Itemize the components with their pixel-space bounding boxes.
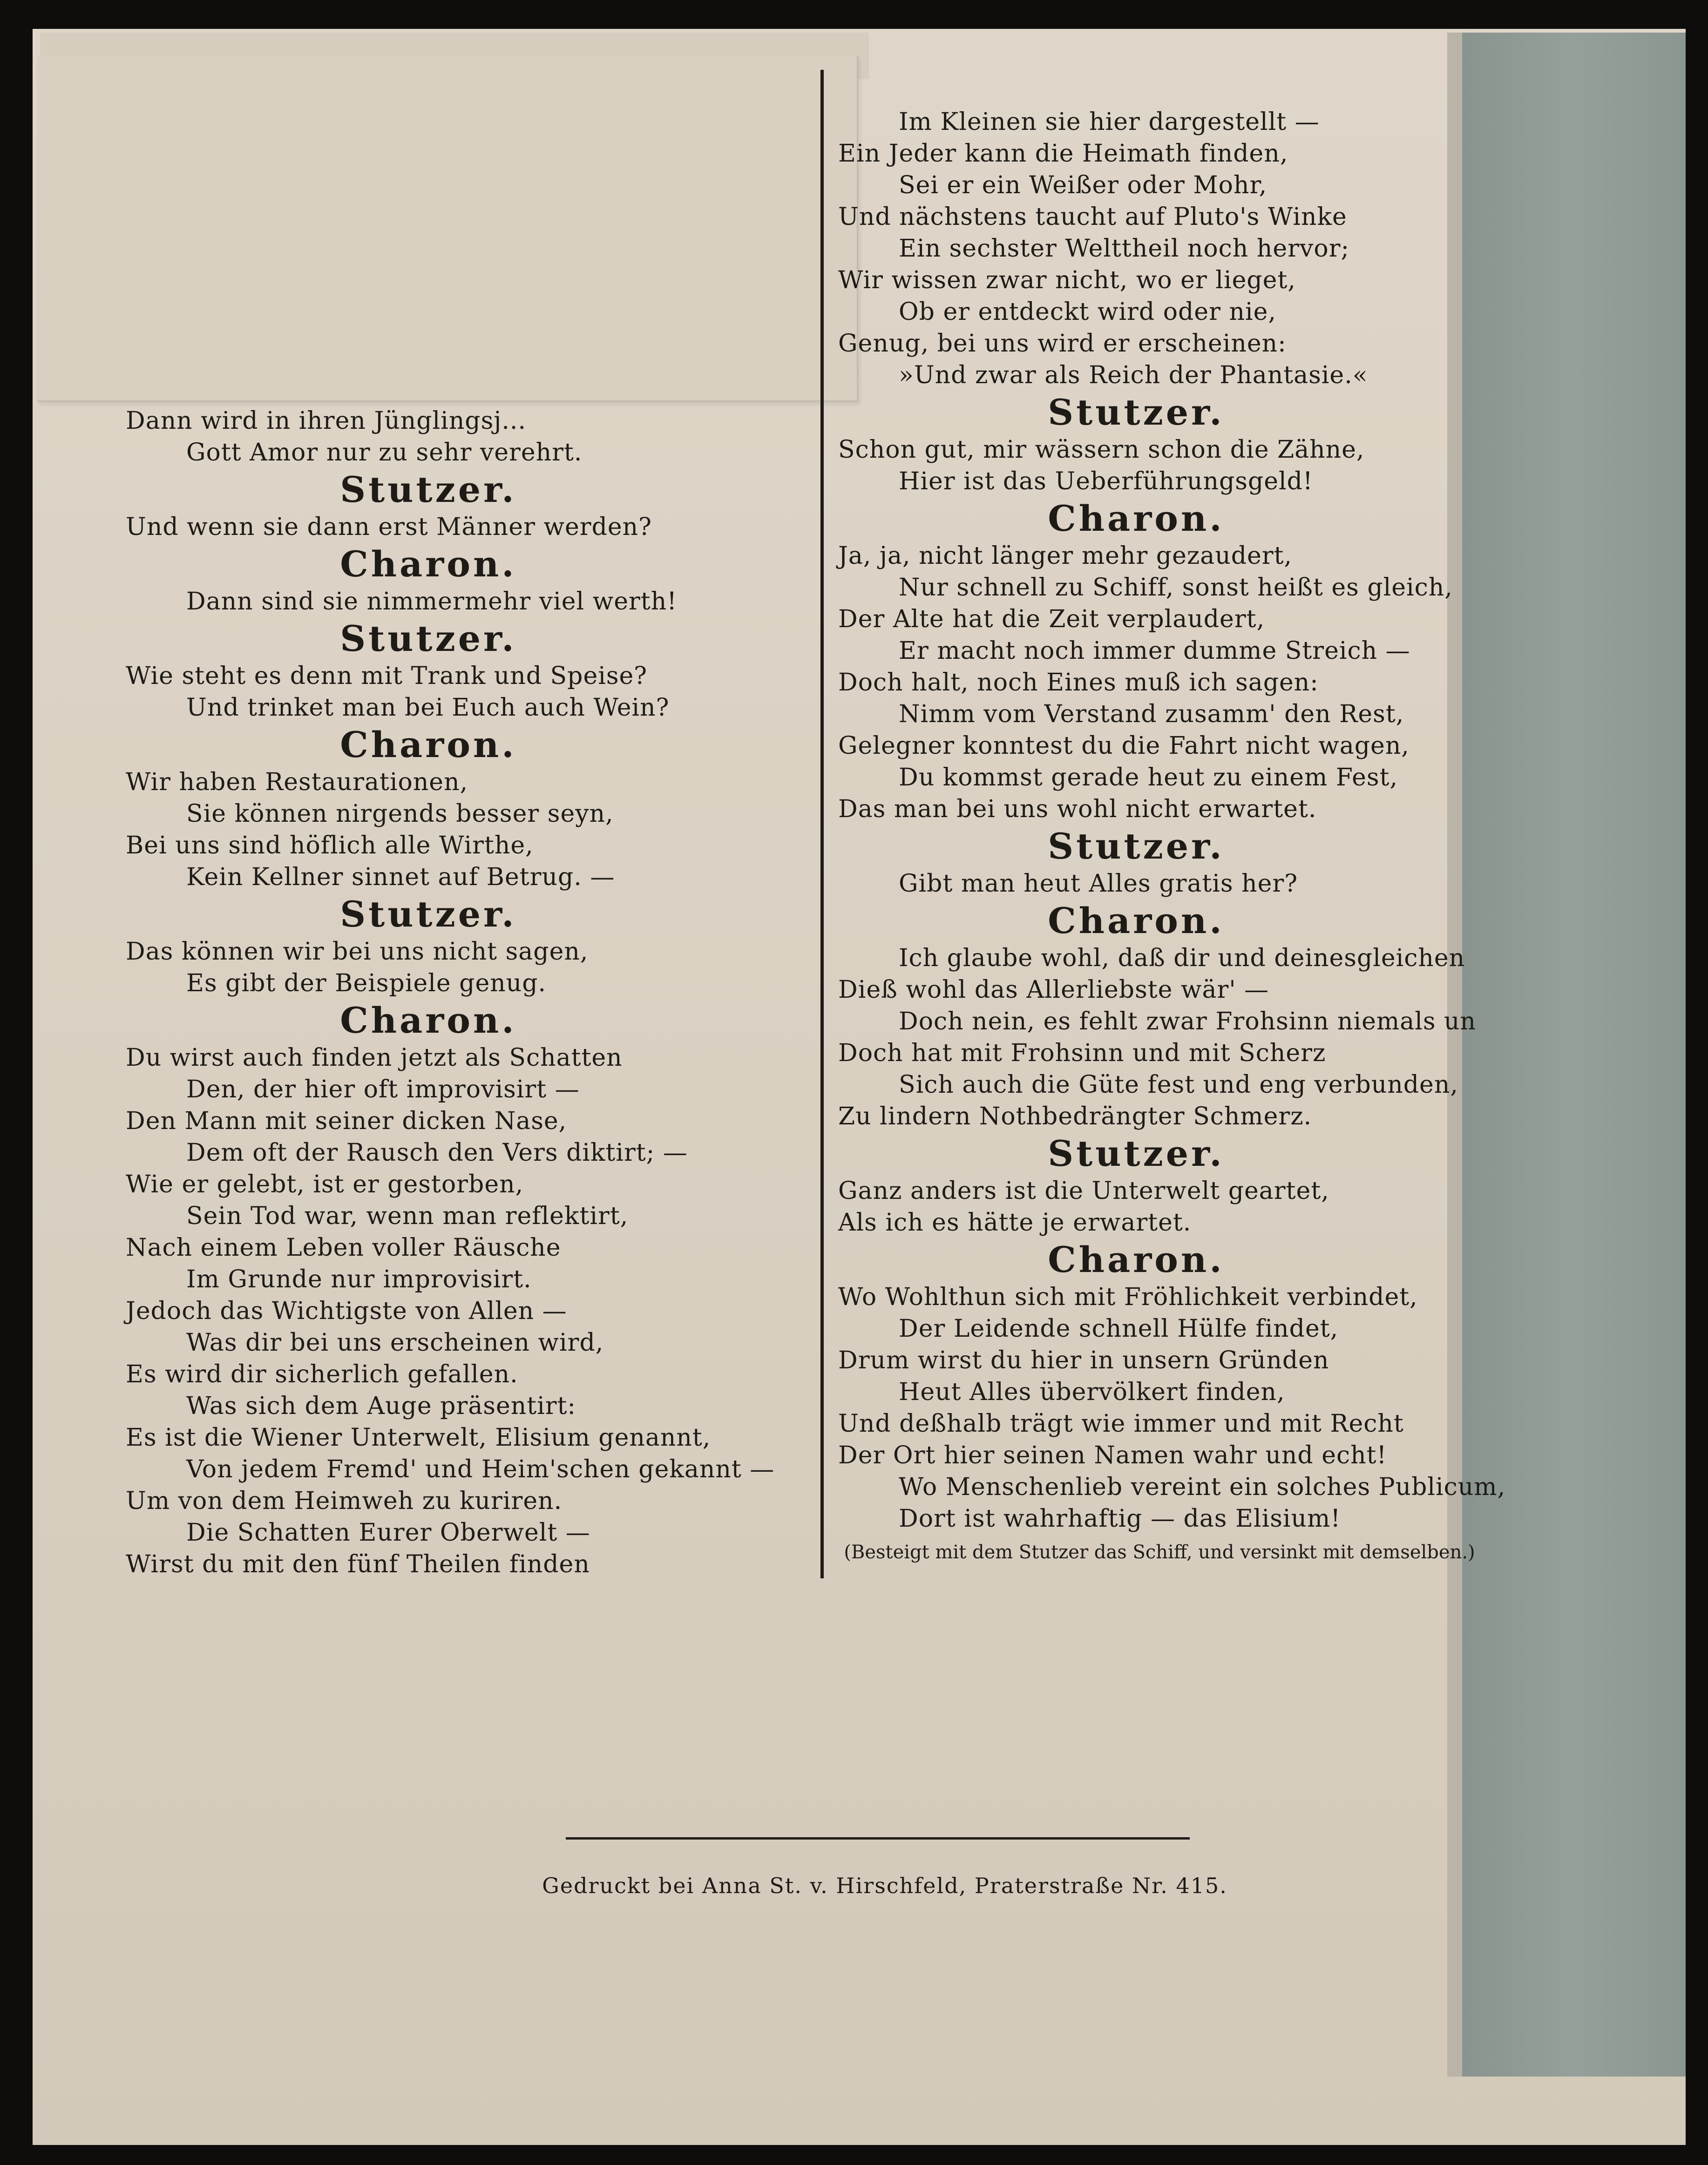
left-speaker-heading: Stutzer. [340, 618, 517, 659]
right-verse-line: Doch hat mit Frohsinn und mit Scherz [838, 1039, 1326, 1067]
left-verse-line: Bei uns sind höflich alle Wirthe, [126, 832, 534, 859]
right-verse-line: Dieß wohl das Allerliebste wär' — [838, 976, 1269, 1004]
left-verse-line: Dann wird in ihren Jünglingsj... [126, 407, 526, 435]
right-verse-line: »Und zwar als Reich der Phantasie.« [899, 361, 1368, 389]
left-verse-line: Wie er gelebt, ist er gestorben, [126, 1170, 524, 1198]
grey-backing-strip [1462, 33, 1686, 2077]
right-verse-line: Ein sechster Welttheil noch hervor; [899, 235, 1350, 263]
footer-rule [566, 1837, 1190, 1840]
left-verse-line: Was dir bei uns erscheinen wird, [186, 1329, 604, 1357]
left-verse-line: Und wenn sie dann erst Männer werden? [126, 513, 652, 541]
left-verse-line: Wir haben Restaurationen, [126, 768, 468, 796]
right-verse-line: Sei er ein Weißer oder Mohr, [899, 171, 1267, 199]
left-verse-line: Nach einem Leben voller Räusche [126, 1234, 561, 1262]
right-verse-line: Im Kleinen sie hier dargestellt — [899, 108, 1320, 136]
left-verse-line: Von jedem Fremd' und Heim'schen gekannt — [186, 1455, 775, 1483]
left-verse-line: Sein Tod war, wenn man reflektirt, [186, 1202, 629, 1230]
right-verse-line: Genug, bei uns wird er erscheinen: [838, 330, 1287, 358]
right-speaker-heading: Charon. [1048, 900, 1225, 941]
right-verse-line: Drum wirst du hier in unsern Gründen [838, 1346, 1329, 1374]
left-verse-line: Jedoch das Wichtigste von Allen — [126, 1297, 567, 1325]
left-verse-line: Wirst du mit den fünf Theilen finden [126, 1550, 590, 1578]
left-verse-line: Wie steht es denn mit Trank und Speise? [126, 662, 648, 690]
right-verse-line: Nur schnell zu Schiff, sonst heißt es gleich, [899, 574, 1453, 602]
right-verse-line: Als ich es hätte je erwartet. [838, 1209, 1192, 1237]
right-verse-line: Und nächstens taucht auf Pluto's Winke [838, 203, 1347, 231]
stage-direction: (Besteigt mit dem Stutzer das Schiff, und versinkt mit demselben.) [844, 1542, 1475, 1563]
right-verse-line: Wo Menschenlieb vereint ein solches Publicum, [899, 1473, 1506, 1501]
right-verse-line: Zu lindern Nothbedrängter Schmerz. [838, 1103, 1312, 1130]
right-speaker-heading: Stutzer. [1048, 1133, 1225, 1174]
right-verse-line: Wo Wohlthun sich mit Fröhlichkeit verbindet, [838, 1283, 1418, 1311]
left-verse-line: Dann sind sie nimmermehr viel werth! [186, 588, 678, 616]
left-verse-line: Du wirst auch finden jetzt als Schatten [126, 1044, 623, 1072]
left-column [126, 405, 806, 1580]
right-verse-line: Gelegner konntest du die Fahrt nicht wagen, [838, 732, 1410, 760]
right-verse-line: Schon gut, mir wässern schon die Zähne, [838, 436, 1365, 464]
right-verse-line: Der Leidende schnell Hülfe findet, [899, 1315, 1339, 1343]
left-verse-line: Dem oft der Rausch den Vers diktirt; — [186, 1139, 688, 1167]
left-speaker-heading: Charon. [340, 724, 517, 765]
left-verse-line: Es wird dir sicherlich gefallen. [126, 1360, 518, 1388]
right-verse-line: Heut Alles übervölkert finden, [899, 1378, 1285, 1406]
right-verse-line: Er macht noch immer dumme Streich — [899, 637, 1410, 665]
right-column [838, 106, 1506, 1565]
right-verse-line: Ein Jeder kann die Heimath finden, [838, 140, 1288, 168]
right-verse-line: Ob er entdeckt wird oder nie, [899, 298, 1276, 326]
left-verse-line: Die Schatten Eurer Oberwelt — [186, 1519, 590, 1547]
right-verse-line: Ganz anders ist die Unterwelt geartet, [838, 1177, 1329, 1205]
column-rule [820, 70, 824, 1578]
right-speaker-heading: Stutzer. [1048, 825, 1225, 867]
right-verse-line: Dort ist wahrhaftig — das Elisium! [899, 1505, 1341, 1533]
left-verse-line: Um von dem Heimweh zu kuriren. [126, 1487, 563, 1515]
right-verse-line: Gibt man heut Alles gratis her? [899, 870, 1298, 898]
left-speaker-heading: Charon. [340, 543, 517, 585]
right-verse-line: Der Ort hier seinen Namen wahr und echt! [838, 1441, 1387, 1469]
right-verse-line: Und deßhalb trägt wie immer und mit Recht [838, 1410, 1404, 1438]
right-speaker-heading: Charon. [1048, 1239, 1225, 1280]
right-speaker-heading: Charon. [1048, 498, 1225, 539]
left-verse-line: Den Mann mit seiner dicken Nase, [126, 1107, 567, 1135]
left-verse-line: Es gibt der Beispiele genug. [186, 969, 547, 997]
right-verse-line: Ich glaube wohl, daß dir und deinesgleichen [899, 944, 1465, 972]
right-speaker-heading: Stutzer. [1048, 392, 1225, 433]
right-verse-line: Wir wissen zwar nicht, wo er lieget, [838, 266, 1296, 294]
left-verse-line: Das können wir bei uns nicht sagen, [126, 938, 589, 966]
overlapping-paper-fragment [37, 56, 858, 402]
left-verse-line: Sie können nirgends besser seyn, [186, 800, 614, 828]
left-speaker-heading: Stutzer. [340, 893, 517, 935]
right-verse-line: Nimm vom Verstand zusamm' den Rest, [899, 700, 1404, 728]
right-verse-line: Doch nein, es fehlt zwar Frohsinn niemals un [899, 1008, 1477, 1035]
right-verse-line: Du kommst gerade heut zu einem Fest, [899, 764, 1398, 792]
right-verse-line: Hier ist das Ueberführungsgeld! [899, 467, 1313, 495]
left-verse-line: Es ist die Wiener Unterwelt, Elisium genannt, [126, 1424, 711, 1452]
right-verse-line: Der Alte hat die Zeit verplaudert, [838, 605, 1265, 633]
right-verse-line: Ja, ja, nicht länger mehr gezaudert, [838, 542, 1293, 570]
left-verse-line: Und trinket man bei Euch auch Wein? [186, 694, 670, 722]
left-verse-line: Den, der hier oft improvisirt — [186, 1076, 580, 1103]
right-verse-line: Sich auch die Güte fest und eng verbunden, [899, 1071, 1458, 1099]
left-verse-line: Was sich dem Auge präsentirt: [186, 1392, 576, 1420]
left-verse-line: Im Grunde nur improvisirt. [186, 1265, 532, 1293]
left-speaker-heading: Stutzer. [340, 469, 517, 510]
right-verse-line: Das man bei uns wohl nicht erwartet. [838, 795, 1317, 823]
left-speaker-heading: Charon. [340, 1000, 517, 1041]
right-verse-line: Doch halt, noch Eines muß ich sagen: [838, 669, 1319, 697]
left-verse-line: Gott Amor nur zu sehr verehrt. [186, 439, 583, 467]
printer-imprint: Gedruckt bei Anna St. v. Hirschfeld, Praterstraße Nr. 415. [542, 1873, 1227, 1898]
left-verse-line: Kein Kellner sinnet auf Betrug. — [186, 863, 615, 891]
